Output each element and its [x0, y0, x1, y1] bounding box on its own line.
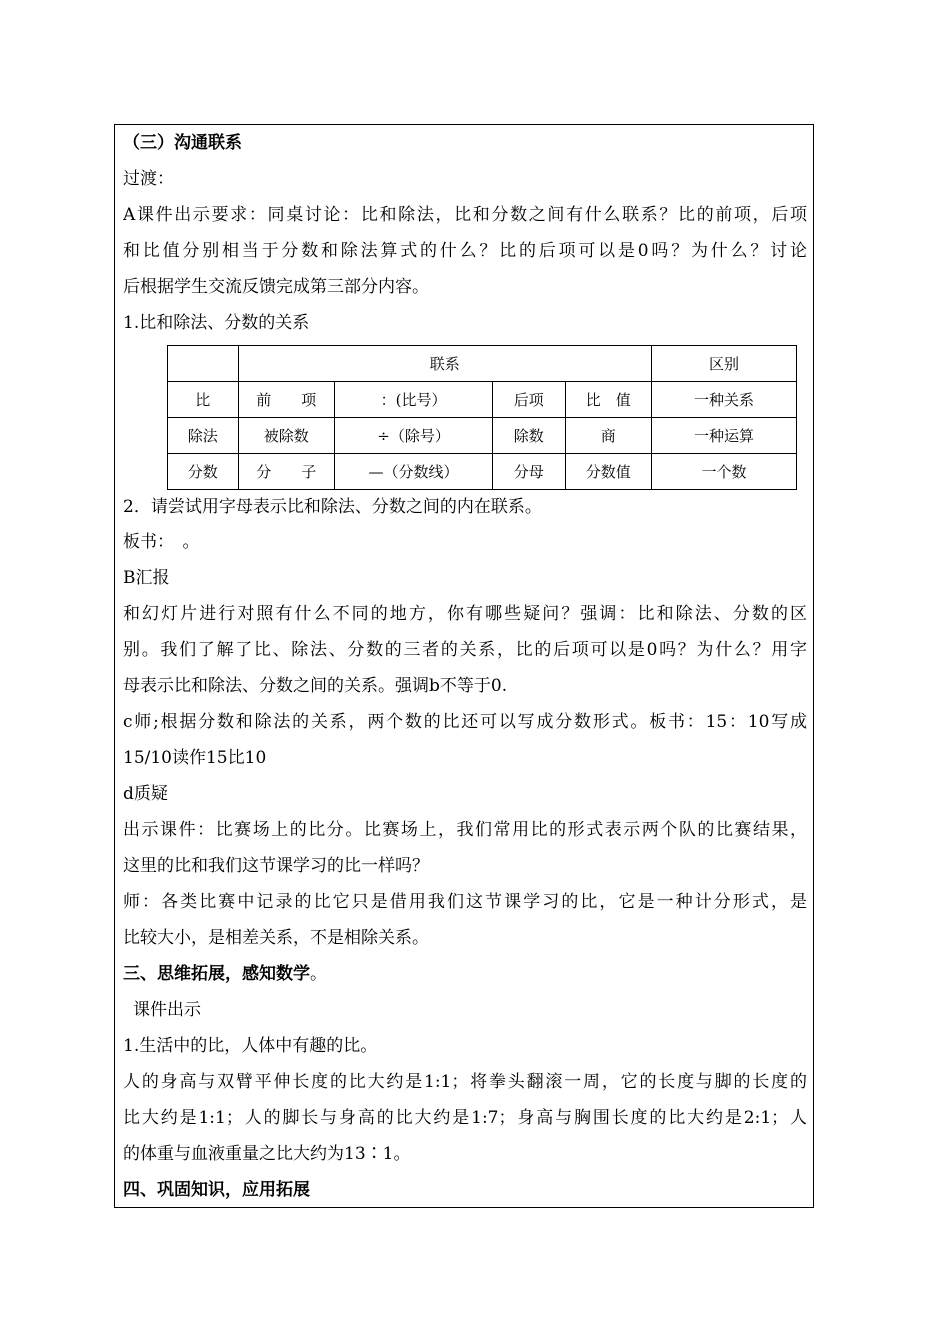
lesson-plan-frame	[114, 124, 814, 1208]
life-ratio-item: 1.生活中的比，人体中有趣的比。	[123, 1036, 378, 1056]
table-cell: ：(比号）	[335, 382, 493, 418]
relation-table	[167, 345, 797, 490]
teacher-line: 比较大小，是相差关系，不是相除关系。	[123, 928, 429, 948]
item-2-title: 2．请尝试用字母表示比和除法、分数之间的内在联系。	[123, 497, 542, 517]
body-ratio-line: 比大约是1:1；人的脚长与身高的比大约是1:7；身高与胸围长度的比大约是2:1；人	[123, 1108, 807, 1128]
paragraph-b-line: 别。我们了解了比、除法、分数的三者的关系，比的后项可以是0吗？为什么？用字	[123, 640, 807, 660]
table-cell: 分母	[493, 454, 566, 490]
table-cell: 后项	[493, 382, 566, 418]
d-question-title: d质疑	[123, 784, 168, 804]
table-cell: 一个数	[652, 454, 797, 490]
paragraph-b-line: 和幻灯片进行对照有什么不同的地方，你有哪些疑问？强调：比和除法、分数的区	[123, 604, 807, 624]
section-heading-three-tail: 。	[310, 964, 327, 984]
paragraph-b-line: 母表示比和除法、分数之间的关系。强调b不等于0.	[123, 676, 508, 696]
relation-table-wrapper	[167, 345, 807, 490]
table-cell: 比	[168, 382, 239, 418]
teacher-line: 师：各类比赛中记录的比它只是借用我们这节课学习的比，它是一种计分形式，是	[123, 892, 807, 912]
section-heading-three	[123, 956, 807, 992]
body-ratio-line: 人的身高与双臂平伸长度的比大约是1:1；将拳头翻滚一周，它的长度与脚的长度的	[123, 1072, 807, 1092]
paragraph-d-line: 这里的比和我们这节课学习的比一样吗？	[123, 856, 429, 876]
table-cell: ÷（除号）	[335, 418, 493, 454]
table-cell: 分 子	[238, 454, 335, 490]
paragraph-c-line: 15/10读作15比10	[123, 748, 267, 768]
paragraph-d-line: 出示课件：比赛场上的比分。比赛场上，我们常用比的形式表示两个队的比赛结果，	[123, 820, 807, 840]
section-heading-four: 四、巩固知识，应用拓展	[123, 1180, 310, 1200]
table-corner-cell	[168, 346, 239, 382]
table-row	[168, 418, 797, 454]
paragraph-a-line: 和比值分别相当于分数和除法算式的什么？比的后项可以是0吗？为什么？讨论	[123, 241, 807, 261]
table-cell: 一种运算	[652, 418, 797, 454]
table-cell: 被除数	[238, 418, 335, 454]
table-cell: 前 项	[238, 382, 335, 418]
table-cell: 比 值	[565, 382, 652, 418]
table-cell: 除数	[493, 418, 566, 454]
header-relation: 联系	[238, 346, 652, 382]
section-heading-3: （三）沟通联系	[123, 133, 242, 153]
table-cell: 分数值	[565, 454, 652, 490]
paragraph-a-line: A课件出示要求：同桌讨论：比和除法，比和分数之间有什么联系？比的前项，后项	[123, 205, 807, 225]
courseware-label: 课件出示	[133, 1000, 201, 1020]
paragraph-a-line: 后根据学生交流反馈完成第三部分内容。	[123, 277, 429, 297]
table-cell: 分数	[168, 454, 239, 490]
b-report-title: B汇报	[123, 568, 170, 588]
table-row	[168, 382, 797, 418]
table-cell: —（分数线）	[335, 454, 493, 490]
table-cell: 除法	[168, 418, 239, 454]
header-difference: 区别	[652, 346, 797, 382]
transition-label: 过渡：	[123, 169, 174, 189]
table-cell: 一种关系	[652, 382, 797, 418]
table-cell: 商	[565, 418, 652, 454]
lesson-content	[123, 125, 807, 1208]
body-ratio-line: 的体重与血液重量之比大约为13∶1。	[123, 1144, 411, 1164]
paragraph-c-line: c师;根据分数和除法的关系，两个数的比还可以写成分数形式。板书：15：10写成	[123, 712, 807, 732]
board-writing: 板书： 。	[123, 532, 200, 552]
item-1-title: 1.比和除法、分数的关系	[123, 313, 310, 333]
section-heading-three-text: 三、思维拓展，感知数学	[123, 964, 310, 984]
table-header-row	[168, 346, 797, 382]
table-row	[168, 454, 797, 490]
